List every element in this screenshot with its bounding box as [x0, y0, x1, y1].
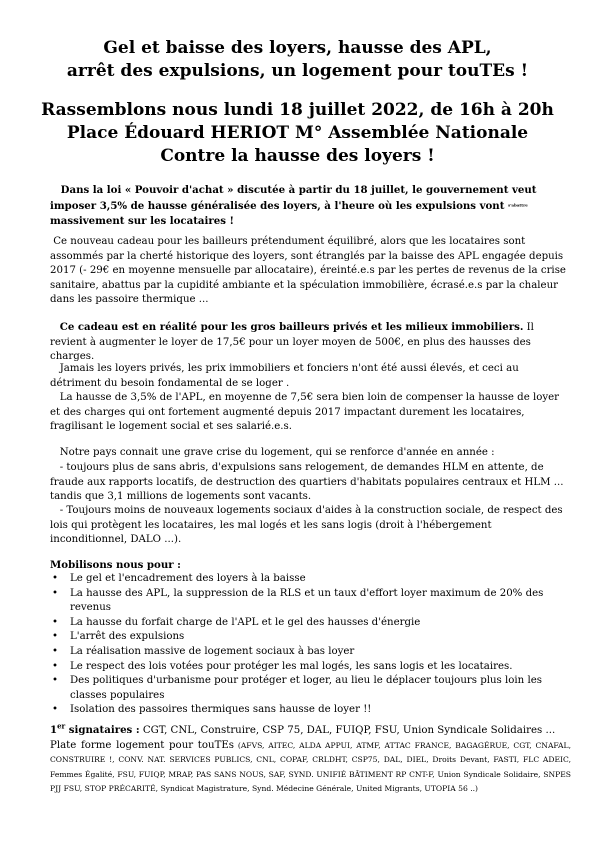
demand-item-text: Le gel et l'encadrement des loyers à la baisse: [70, 573, 306, 584]
paragraph-toujours-plus: [50, 461, 571, 505]
demand-item: [50, 645, 571, 660]
demand-item: [50, 572, 571, 587]
paragraph-cadeau: [50, 235, 571, 308]
demand-item: [50, 616, 571, 631]
bullet-icon: •: [52, 616, 59, 628]
demand-item: [50, 674, 571, 703]
intro-text-b: massivement sur les locataires !: [50, 215, 234, 228]
rally-slogan: Contre la hausse des loyers !: [160, 146, 435, 166]
paragraph-apl-text: La hausse de 3,5% de l'APL, en moyenne de 7,5€ sera bien loin de compenser la hausse de loyer et des charges qui ont fortement augmenté depuis 2017 impactant durement les locataires, fragilisant le logement social et ses salarié.e.s.: [50, 392, 560, 433]
demand-item-text: La hausse du forfait charge de l'APL et le gel des hausses d'énergie: [70, 616, 421, 628]
intro-text-a: Dans la loi « Pouvoir d'achat » discutée à partir du 18 juillet, le gouvernement veut imposer 3,5% de hausse généralisée des loyers, à l'heure où les expulsions vont: [50, 184, 537, 212]
platform-name: Plate forme logement pour touTEs: [50, 739, 235, 751]
signatories-first: CGT, CNL, Construire, CSP 75, DAL, FUIQP, FSU, Union Syndicale Solidaires ...: [139, 725, 556, 736]
bullet-icon: •: [52, 573, 59, 584]
paragraph-jamais: [50, 362, 571, 391]
bullet-icon: •: [52, 587, 59, 599]
paragraph-crise-text: Notre pays connait une grave crise du logement, qui se renforce d'année en année :: [59, 447, 495, 458]
demand-item-text: Isolation des passoires thermiques sans hausse de loyer !!: [70, 704, 372, 716]
demand-item-text: La réalisation massive de logement sociaux à bas loyer: [70, 645, 355, 657]
demand-item: [50, 630, 571, 645]
signatories-label-sup: er: [57, 721, 66, 731]
paragraph-toujours-moins-text: - Toujours moins de nouveaux logements sociaux d'aides à la construction sociale, de respect des lois qui protègent les locataires, les mal logés et les sans logis (droit à l'hébergement inconditionnel, DALO ...).: [50, 505, 563, 546]
bullet-icon: •: [52, 704, 59, 716]
bullet-icon: •: [52, 675, 59, 687]
headline-block: [20, 37, 575, 83]
signatories-block: [50, 723, 571, 797]
demand-item-text: La hausse des APL, la suppression de la RLS et un taux d'effort loyer maximum de 20% des revenus: [70, 587, 544, 614]
demands-heading-text: Mobilisons nous pour :: [50, 559, 181, 571]
paragraph-jamais-text: Jamais les loyers privés, les prix immobiliers et fonciers n'ont été aussi élevés, et ceci au détriment du besoin fondamental de se loger .: [50, 363, 519, 389]
demand-item: [50, 703, 571, 718]
bullet-icon: •: [52, 645, 59, 657]
bullet-icon: •: [52, 660, 59, 672]
paragraph-gros-bailleurs-bold: Ce cadeau est en réalité pour les gros bailleurs privés et les milieux immobiliers.: [59, 321, 524, 333]
paragraph-toujours-moins: [50, 504, 571, 548]
demand-item: [50, 660, 571, 675]
rally-date: Rassemblons nous lundi 18 juillet 2022, de 16h à 20h: [41, 100, 554, 120]
intro-tiny-word: s'abattre: [507, 202, 528, 208]
demand-item: [50, 587, 571, 616]
paragraph-gros-bailleurs: [50, 320, 571, 365]
signatories-label-rest: signataires :: [65, 724, 140, 736]
bullet-icon: •: [52, 631, 59, 643]
platform-members: (AFVS, AITEC, ALDA APPUI, ATMF, ATTAC FRANCE, BAGAGÉRUE, CGT, CNAFAL, CONSTRUIRE !, CONV. NAT. SERVICES PUBLICS, CNL, COPAF, CRLDHT, CSP75, DAL, DIEL, Droits Devant, FASTI, FLC ADEIC, Femmes Égalité, FSU, FUIQP, MRAP, PAS SANS NOUS, SAF, SYND. UNIFIÉ BÂTIMENT RP CNT-F, Union Syndicale Solidaire, SNPES PJJ FSU, STOP PRÉCARITÉ, Syndicat Magistrature, Synd. Médecine Générale, United Migrants, UTOPIA 56 ..): [50, 740, 571, 794]
paragraph-crise: [50, 446, 571, 461]
paragraph-toujours-plus-text: - toujours plus de sans abris, d'expulsions sans relogement, de demandes HLM en attente, de fraude aux rapports locatifs, de destruction des quartiers d'habitats populaires centraux et HLM ... tandis que 3,1 millions de logements sont vacants.: [50, 462, 564, 503]
demand-item-text: L'arrêt des expulsions: [70, 631, 185, 643]
rally-block: [20, 99, 575, 168]
headline-line-1: Gel et baisse des loyers, hausse des APL,: [103, 38, 492, 58]
demand-item-text: Le respect des lois votées pour protéger les mal logés, les sans logis et les locataires.: [70, 660, 513, 672]
paragraph-cadeau-text: Ce nouveau cadeau pour les bailleurs prétendument équilibré, alors que les locataires sont assommés par la cherté historique des loyers, sont étranglés par la baisse des APL engagée depuis 2017 (- 29€ en moyenne mensuelle par allocataire), éreinté.e.s par les pertes de revenus de la crise sanitaire, abattus par la cupidité ambiante et la spéculation immobilière, écrasé.e.s par la chaleur dans les passoire thermique ...: [50, 236, 566, 306]
intro-paragraph: [50, 183, 571, 230]
signatories-label-num: 1: [50, 724, 58, 736]
paragraph-apl: [50, 391, 571, 435]
rally-place: Place Édouard HERIOT M° Assemblée Nationale: [66, 123, 529, 143]
demands-list: [50, 572, 571, 718]
paragraph-gros-bailleurs-rest: Il revient à augmenter le loyer de 17,5€ pour un loyer moyen de 500€, en plus des hausses des charges.: [50, 322, 534, 363]
demand-item-text: Des politiques d'urbanisme pour protéger et loger, au lieu le déplacer toujours plus loin les classes populaires: [70, 675, 542, 701]
headline-line-2: arrêt des expulsions, un logement pour touTEs !: [66, 61, 529, 81]
signatories-label: [50, 721, 140, 736]
